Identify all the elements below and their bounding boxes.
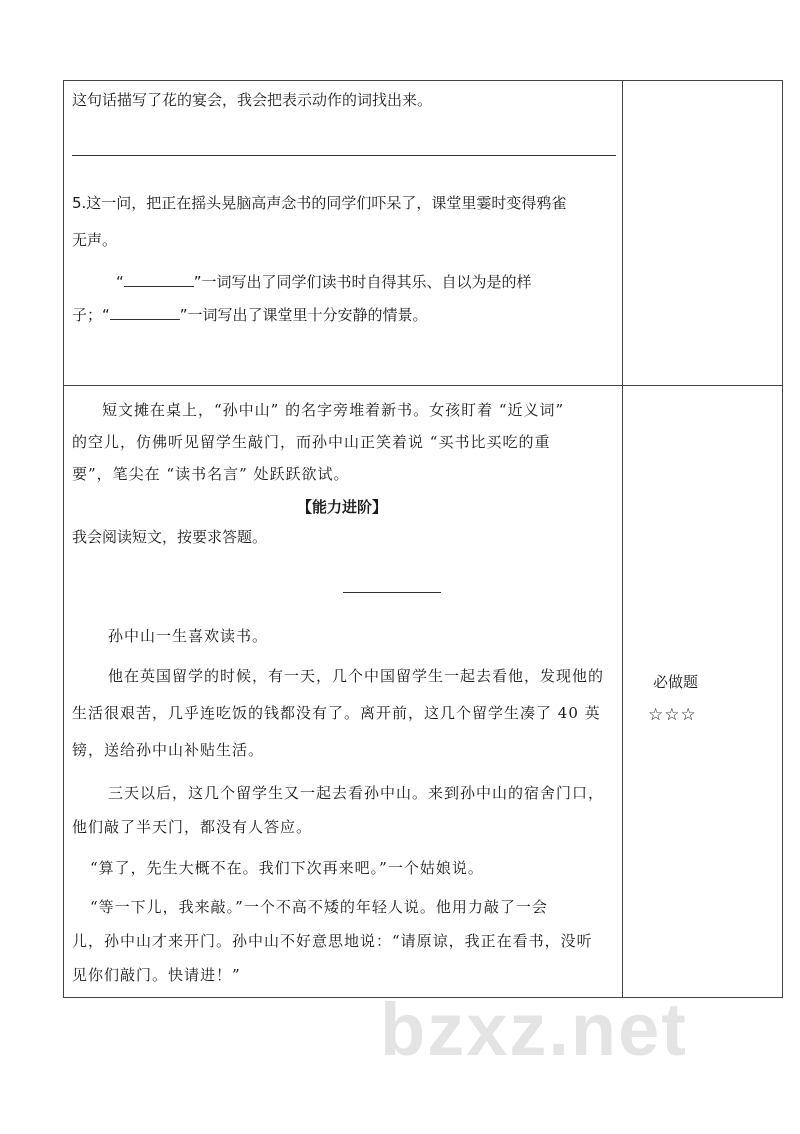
q4-text: 这句话描写了花的宴会，我会把表示动作的词找出来。	[72, 91, 433, 109]
story-p3-line2: 他们敲了半天门，都没有人答应。	[72, 818, 313, 836]
row-divider	[63, 385, 783, 386]
instruction-text: 我会阅读短文，按要求答题。	[72, 528, 268, 546]
story-p5-line2: 儿，孙中山才来开门。孙中山不好意思地说：“请原谅，我正在看书，没听	[72, 932, 593, 950]
q5-line2: 无声。	[72, 231, 118, 249]
q5-line1: 5.这一问，把正在摇头晃脑高声念书的同学们吓呆了，课堂里霎时变得鸦雀	[72, 194, 567, 212]
story-p2-line3: 镑，送给孙中山补贴生活。	[72, 741, 265, 759]
quote-open: 子；“	[72, 306, 110, 324]
answer-line[interactable]	[72, 155, 616, 156]
intro-line3: 要”，笔尖在 “读书名言” 处跃跃欲试。	[72, 465, 350, 483]
story-p5-line1: “等一下儿，我来敲。”一个不高不矮的年轻人说。他用力敲了一会	[90, 898, 548, 916]
quote-open: “	[116, 273, 124, 291]
required-label: 必做题	[653, 673, 699, 691]
story-p2-line2: 生活很艰苦，几乎连吃饭的钱都没有了。离开前，这几个留学生凑了 40 英	[72, 704, 601, 722]
q5-fill-text-1: ”一词写出了同学们读书时自得其乐、自以为是的样	[193, 273, 532, 291]
story-p1: 孙中山一生喜欢读书。	[108, 627, 269, 645]
q5-fill-row2	[72, 305, 428, 325]
section-title: 【能力进阶】	[297, 498, 388, 516]
story-p4: “算了，先生大概不在。我们下次再来吧。”一个姑娘说。	[90, 859, 484, 877]
intro-line2: 的空儿，仿佛听见留学生敲门，而孙中山正笑着说 “买书比买吃的重	[72, 433, 551, 451]
watermark: bzxz.net	[380, 988, 688, 1071]
fill-blank-1[interactable]	[124, 272, 194, 287]
story-title-blank[interactable]	[343, 592, 441, 593]
q5-fill-row1	[116, 272, 532, 292]
story-p5-line3: 见你们敲门。快请进！”	[72, 966, 241, 984]
intro-line1: 短文摊在桌上，“孙中山” 的名字旁堆着新书。女孩盯着 “近义词”	[102, 401, 565, 419]
column-divider	[622, 80, 623, 998]
fill-blank-2[interactable]	[110, 305, 180, 320]
difficulty-stars-icon: ☆☆☆	[648, 705, 697, 725]
story-p2-line1: 他在英国留学的时候，有一天，几个中国留学生一起去看他，发现他的	[108, 667, 605, 685]
story-p3-line1: 三天以后，这几个留学生又一起去看孙中山。来到孙中山的宿舍门口，	[108, 784, 605, 802]
q5-fill-text-2: ”一词写出了课堂里十分安静的情景。	[179, 306, 428, 324]
